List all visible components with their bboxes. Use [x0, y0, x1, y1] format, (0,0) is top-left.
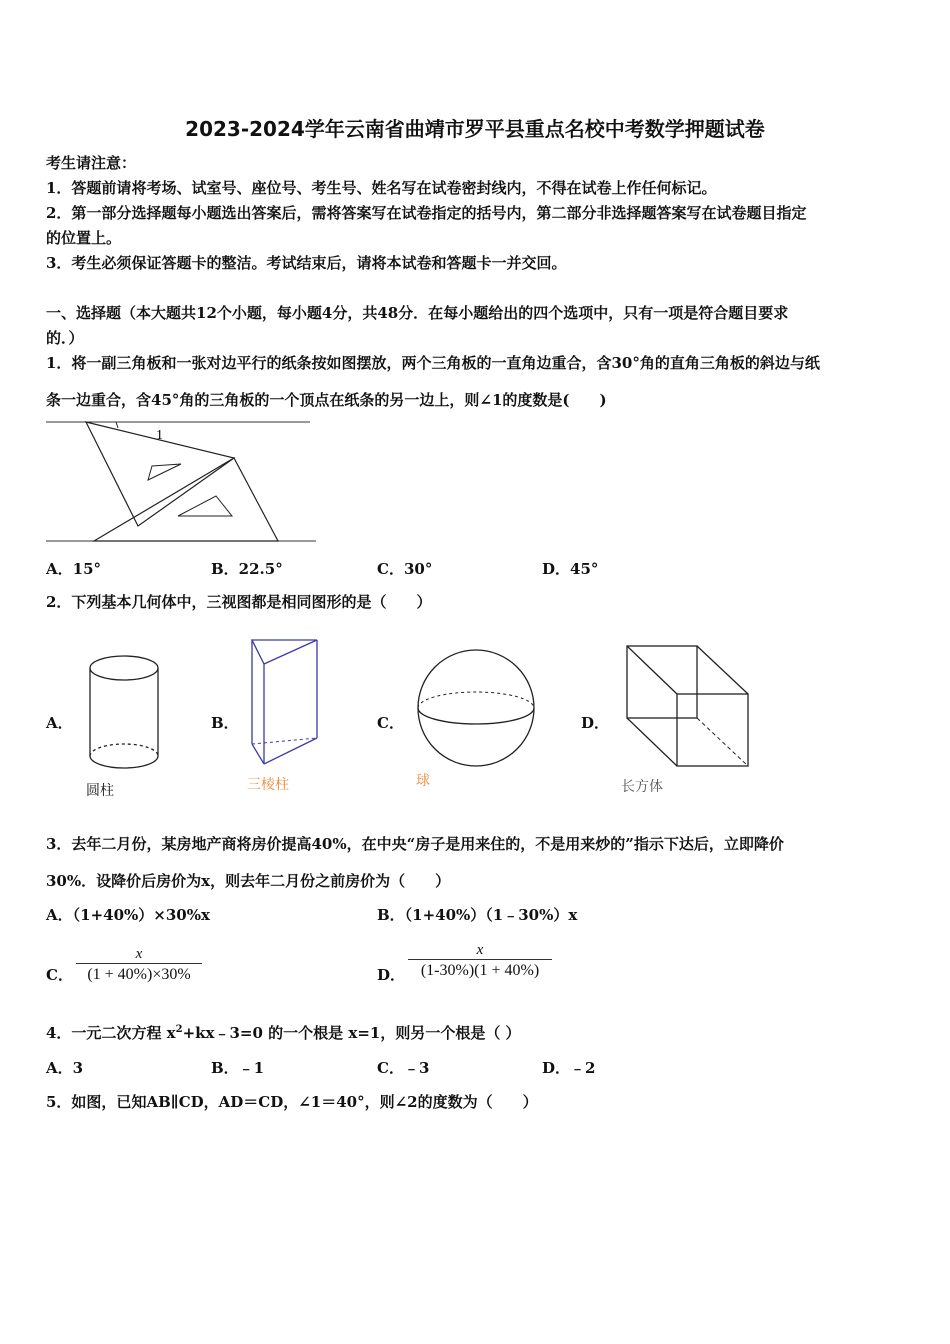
notice-item: 3．考生必须保证答题卡的整洁。考试结束后，请将本试卷和答题卡一并交回。 [46, 254, 567, 272]
triangular-prism-figure [248, 638, 322, 768]
q1-stem-cont: 条一边重合，含45°角的三角板的一个顶点在纸条的另一边上，则∠1的度数是( ) [46, 391, 607, 409]
fraction-numerator: x [476, 942, 484, 958]
q4-stem-text-cont: +kx﹣3=0 的一个根是 x=1，则另一个根是（ ） [182, 1024, 521, 1042]
q5-stem: 5．如图，已知AB∥CD，AD＝CD，∠1＝40°，则∠2的度数为（ ） [46, 1093, 538, 1111]
notice-heading: 考生请注意： [46, 154, 137, 172]
notice-item: 的位置上。 [46, 229, 122, 247]
page-title: 2023-2024学年云南省曲靖市罗平县重点名校中考数学押题试卷 [185, 117, 765, 141]
q4-stem [46, 1022, 521, 1043]
q4-option-a[interactable]: A．3 [46, 1059, 84, 1077]
q2-option-a[interactable]: A． [46, 714, 73, 732]
q3-stem-cont: 30%．设降价后房价为x，则去年二月份之前房价为（ ） [46, 872, 451, 890]
q3-option-d-fraction [408, 941, 552, 982]
q3-stem: 3．去年二月份，某房地产商将房价提高40%，在中央“房子是用来住的，不是用来炒的”指示下达后，立即降价 [46, 835, 784, 853]
q3-option-c-fraction [76, 945, 202, 986]
q1-figure [46, 418, 314, 546]
q3-option-d-letter[interactable]: D． [377, 966, 406, 984]
section-heading: 一、选择题（本大题共12个小题，每小题4分，共48分．在每小题给出的四个选项中，只有一项是符合题目要求 [46, 304, 789, 322]
q1-option-c[interactable]: C．30° [377, 560, 433, 578]
angle-1-label: 1 [156, 428, 163, 443]
q1-option-b[interactable]: B．22.5° [211, 560, 283, 578]
q4-option-d[interactable]: D．﹣2 [542, 1059, 596, 1077]
caption-prism: 三棱柱 [247, 777, 289, 793]
notice-item: 1．答题前请将考场、试室号、座位号、考生号、姓名写在试卷密封线内，不得在试卷上作任何标记。 [46, 179, 717, 197]
notice-item: 2．第一部分选择题每小题选出答案后，需将答案写在试卷指定的括号内，第二部分非选择题答案写在试卷题目指定 [46, 204, 807, 222]
caption-cuboid: 长方体 [621, 779, 663, 795]
cylinder-figure [86, 650, 164, 774]
set-square-45-hole [178, 496, 232, 516]
fraction-numerator: x [135, 946, 143, 962]
q4-option-c[interactable]: C．﹣3 [377, 1059, 430, 1077]
set-square-45 [94, 458, 278, 541]
q2-option-c[interactable]: C． [377, 714, 404, 732]
q2-stem: 2．下列基本几何体中，三视图都是相同图形的是（ ） [46, 593, 432, 611]
q3-option-a[interactable]: A．（1+40%）×30%x [46, 906, 210, 924]
fraction-denominator: (1-30%)(1 + 40%) [408, 959, 552, 982]
q1-option-a[interactable]: A．15° [46, 560, 102, 578]
q3-option-b[interactable]: B．（1+40%）（1﹣30%）x [377, 906, 578, 924]
section-heading-cont: 的．） [46, 329, 84, 347]
q4-option-b[interactable]: B．﹣1 [211, 1059, 265, 1077]
cuboid-figure [624, 644, 752, 770]
q4-superscript: 2 [175, 1024, 183, 1035]
q1-stem: 1．将一副三角板和一张对边平行的纸条按如图摆放，两个三角板的一直角边重合，含30°角的直角三角板的斜边与纸 [46, 354, 820, 372]
q2-option-b[interactable]: B． [211, 714, 239, 732]
q2-option-d[interactable]: D． [581, 714, 610, 732]
q1-option-d[interactable]: D．45° [542, 560, 599, 578]
caption-sphere: 球 [416, 773, 430, 789]
fraction-denominator: (1 + 40%)×30% [76, 963, 202, 986]
q3-option-c-letter[interactable]: C． [46, 966, 73, 984]
q4-stem-text: 4．一元二次方程 x [46, 1024, 176, 1042]
sphere-figure [416, 648, 538, 770]
caption-cylinder: 圆柱 [86, 783, 114, 799]
set-square-30-hole [148, 464, 181, 480]
